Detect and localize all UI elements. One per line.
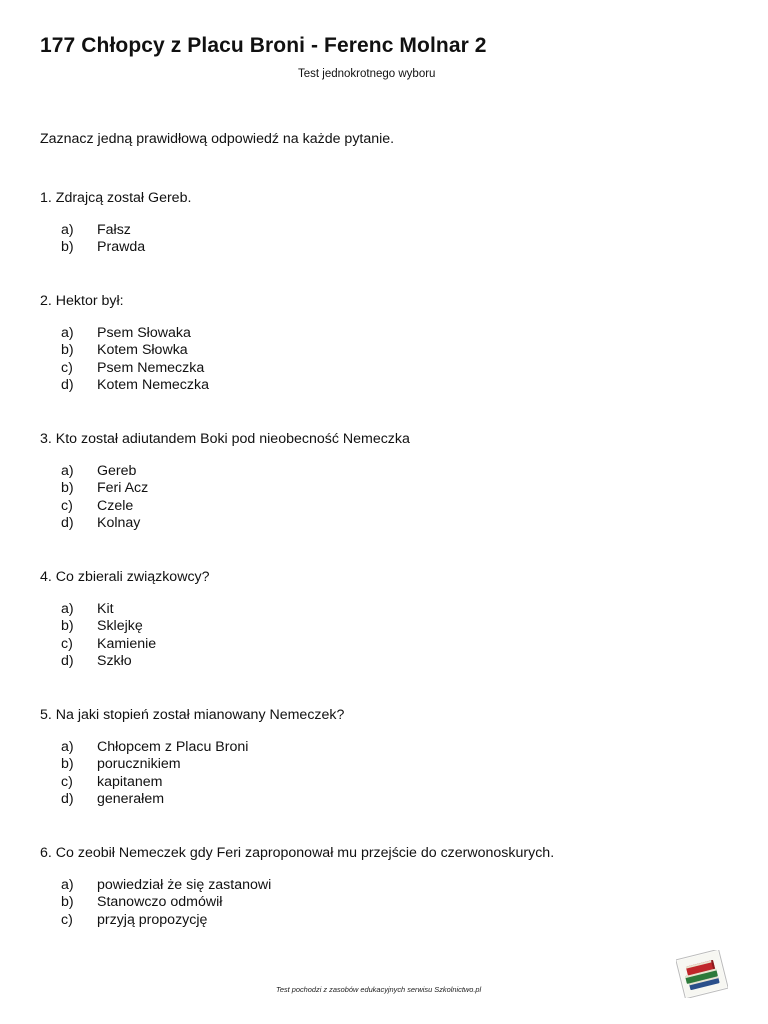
question-text: 5. Na jaki stopień został mianowany Nemeczek?	[40, 707, 345, 723]
question-text: 2. Hektor był:	[40, 293, 124, 309]
answer-option	[61, 756, 740, 773]
answer-option	[61, 325, 740, 342]
answer-option	[61, 360, 740, 377]
answer-letter: d)	[61, 652, 74, 669]
answer-text: Kotem Słowka	[97, 342, 188, 359]
answer-list	[40, 877, 740, 929]
answer-text: Kamienie	[97, 635, 157, 652]
answer-text: Kit	[97, 601, 114, 617]
answer-text: przyją propozycję	[97, 911, 208, 928]
answer-list	[40, 739, 740, 808]
answer-option	[61, 342, 740, 359]
answer-text: Fałsz	[97, 222, 131, 238]
answer-option	[61, 791, 740, 808]
answer-option	[61, 480, 740, 497]
answer-option	[61, 739, 740, 756]
answer-option	[61, 774, 740, 791]
answer-letter: d)	[61, 514, 74, 531]
page-title: 177 Chłopcy z Placu Broni - Ferenc Molnar 2	[40, 34, 487, 57]
answer-letter: b)	[61, 342, 74, 359]
answer-list	[40, 222, 740, 257]
answer-text: Psem Słowaka	[97, 325, 191, 341]
question-4	[40, 567, 740, 670]
answer-text: Stanowczo odmówił	[97, 894, 223, 911]
test-type-subtitle: Test jednokrotnego wyboru	[298, 68, 436, 80]
answer-letter: b)	[61, 894, 74, 911]
answer-letter: c)	[61, 773, 73, 790]
answer-option	[61, 653, 740, 670]
answer-letter: a)	[61, 601, 74, 617]
question-text: 4. Co zbierali związkowcy?	[40, 569, 210, 585]
answer-text: Kotem Nemeczka	[97, 376, 209, 393]
answer-text: Szkło	[97, 652, 132, 669]
answer-letter: b)	[61, 480, 74, 497]
answer-text: Gereb	[97, 463, 137, 479]
answer-option	[61, 377, 740, 394]
answer-list	[40, 463, 740, 532]
answer-option	[61, 636, 740, 653]
answer-option	[61, 239, 740, 256]
answer-letter: b)	[61, 756, 74, 773]
answer-letter: a)	[61, 463, 74, 479]
answer-text: Kolnay	[97, 514, 141, 531]
question-3	[40, 429, 740, 532]
answer-letter: d)	[61, 376, 74, 393]
answer-option	[61, 912, 740, 929]
answer-text: Prawda	[97, 239, 146, 256]
answer-text: powiedział że się zastanowi	[97, 877, 272, 893]
answer-option	[61, 515, 740, 532]
answer-text: Chłopcem z Placu Broni	[97, 739, 249, 755]
question-5	[40, 705, 740, 808]
answer-text: Feri Acz	[97, 480, 149, 497]
question-2	[40, 291, 740, 394]
question-1	[40, 188, 740, 257]
answer-letter: a)	[61, 739, 74, 755]
answer-letter: b)	[61, 618, 74, 635]
answer-option	[61, 894, 740, 911]
answer-text: porucznikiem	[97, 756, 181, 773]
answer-list	[40, 325, 740, 394]
source-footer: Test pochodzi z zasobów edukacyjnych serwisu Szkolnictwo.pl	[276, 985, 482, 994]
answer-letter: c)	[61, 359, 73, 376]
question-text: 6. Co zeobił Nemeczek gdy Feri zaproponował mu przejście do czerwonoskurych.	[40, 845, 555, 861]
answer-option	[61, 618, 740, 635]
answer-option	[61, 498, 740, 515]
answer-text: Psem Nemeczka	[97, 359, 205, 376]
answer-text: Czele	[97, 497, 134, 514]
answer-letter: c)	[61, 911, 73, 928]
answer-option	[61, 601, 740, 618]
answer-letter: a)	[61, 877, 74, 893]
answer-list	[40, 601, 740, 670]
answer-letter: a)	[61, 325, 74, 341]
answer-option	[61, 222, 740, 239]
answer-text: kapitanem	[97, 773, 163, 790]
answer-letter: d)	[61, 790, 74, 807]
question-text: 1. Zdrajcą został Gereb.	[40, 190, 192, 206]
answer-option	[61, 877, 740, 894]
answer-text: Sklejkę	[97, 618, 143, 635]
books-icon	[676, 950, 728, 998]
answer-letter: a)	[61, 222, 74, 238]
answer-letter: b)	[61, 239, 74, 256]
question-6	[40, 843, 740, 929]
instruction-text: Zaznacz jedną prawidłową odpowiedź na każde pytanie.	[40, 131, 395, 147]
question-text: 3. Kto został adiutandem Boki pod nieobecność Nemeczka	[40, 431, 410, 447]
answer-letter: c)	[61, 497, 73, 514]
answer-letter: c)	[61, 635, 73, 652]
answer-option	[61, 463, 740, 480]
answer-text: generałem	[97, 790, 165, 807]
